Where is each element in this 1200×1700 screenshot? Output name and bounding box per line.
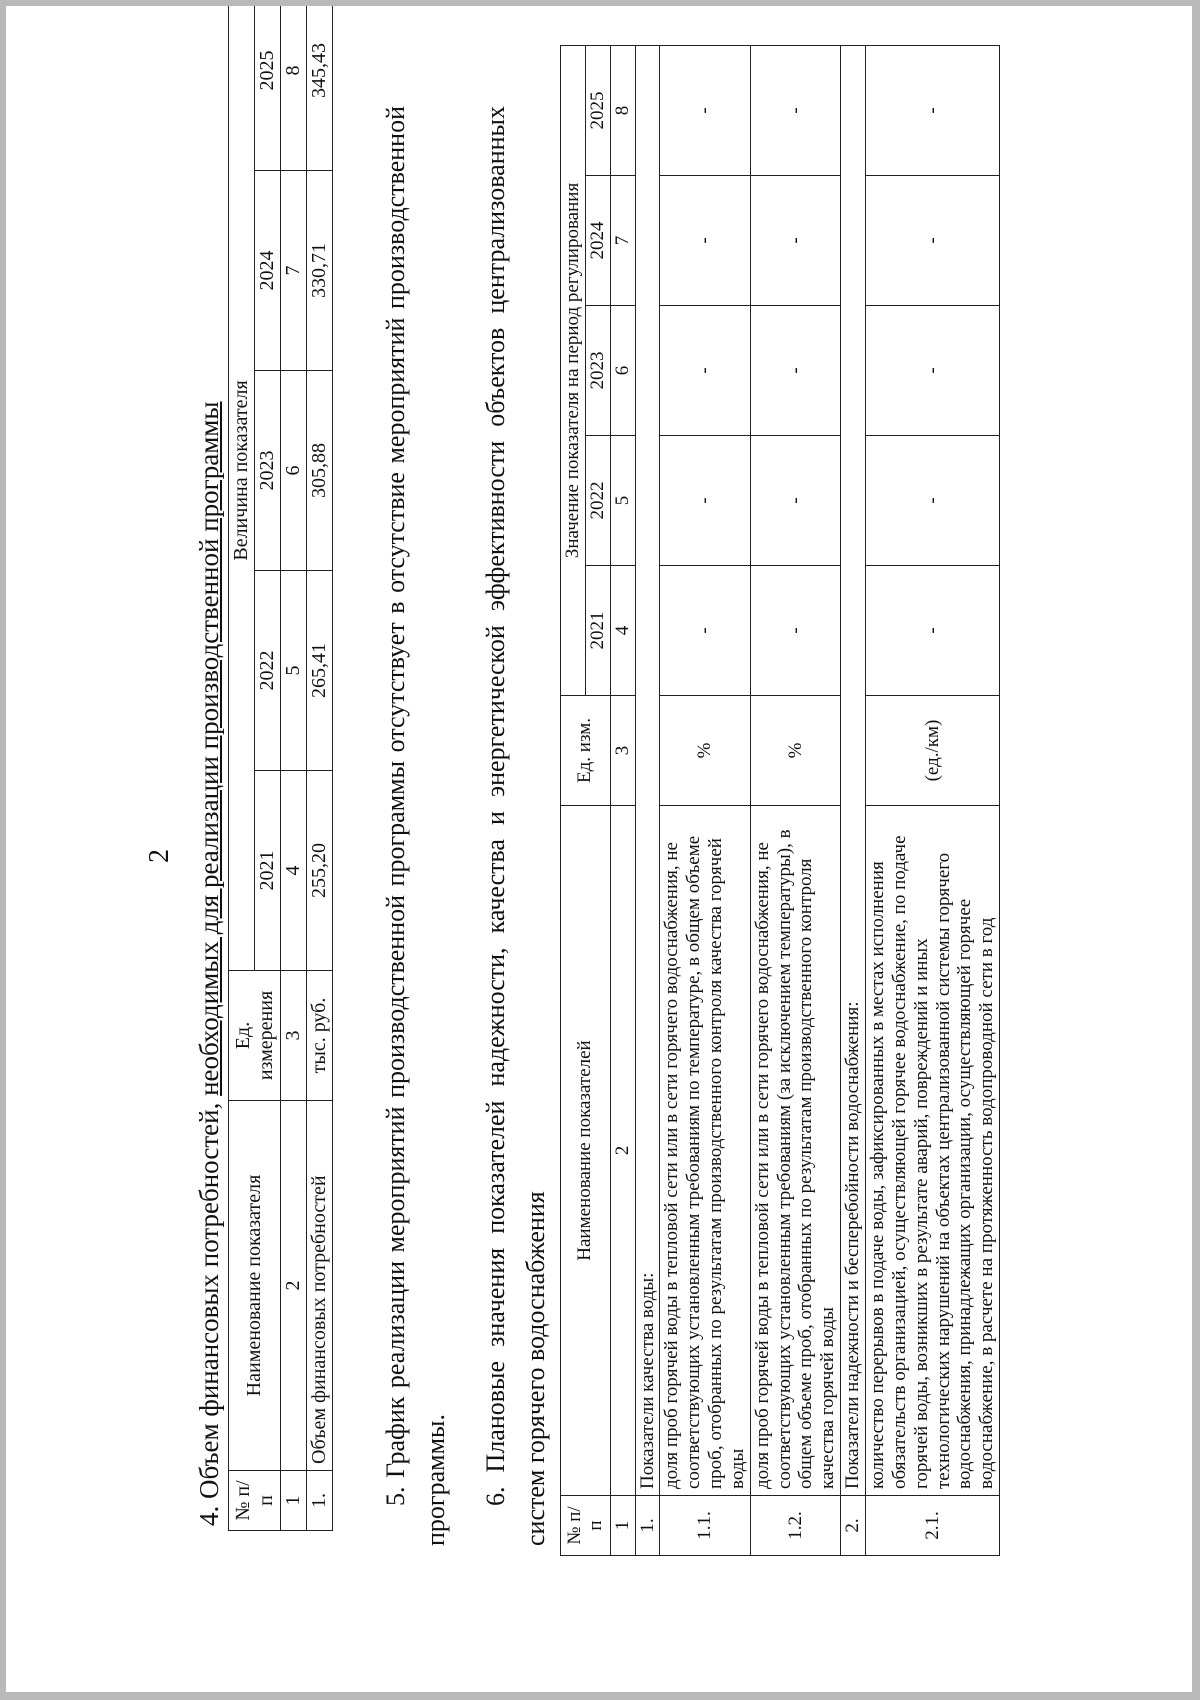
row-value: -	[750, 176, 840, 306]
index-cell: 1	[610, 1496, 635, 1556]
row-unit: тыс. руб.	[307, 971, 333, 1101]
index-cell: 3	[610, 696, 635, 806]
table-row	[865, 45, 999, 1555]
header-year: 2023	[255, 371, 281, 571]
row-value: -	[660, 176, 750, 306]
table-row	[750, 45, 840, 1555]
row-num: 2.1.	[865, 1496, 999, 1556]
row-value: -	[660, 436, 750, 566]
row-value: -	[750, 436, 840, 566]
group-num: 1.	[635, 1496, 660, 1556]
planned-indicators-table	[560, 45, 1000, 1556]
index-cell: 3	[281, 971, 307, 1101]
header-year: 2021	[585, 566, 610, 696]
header-num: № п/п	[561, 1496, 611, 1556]
section4-title-underlined: необходимых для реализации производственной программы	[194, 401, 224, 1096]
row-value: 265,41	[307, 571, 333, 771]
row-num: 1.	[307, 1471, 333, 1531]
row-value: -	[865, 566, 999, 696]
row-unit: %	[660, 696, 750, 806]
document-page	[6, 6, 1192, 1692]
index-cell: 7	[610, 176, 635, 306]
index-cell: 6	[281, 371, 307, 571]
index-cell: 8	[610, 45, 635, 175]
row-value: -	[865, 436, 999, 566]
row-value: -	[750, 566, 840, 696]
row-value: 345,43	[307, 6, 333, 171]
section4-title-prefix: 4. Объем финансовых потребностей,	[194, 1095, 224, 1526]
row-value: -	[865, 45, 999, 175]
row-value: 330,71	[307, 171, 333, 371]
header-name: Наименование показателя	[229, 1101, 281, 1471]
row-value: 305,88	[307, 371, 333, 571]
index-cell: 8	[281, 6, 307, 171]
row-name: доля проб горячей воды в тепловой сети или в сети горячего водоснабжения, не соответствующих установленным требованиям (за исключением температуры), в общем объеме проб, отобранных по результатам производственного контроля качества горячей воды	[750, 806, 840, 1496]
row-value: 255,20	[307, 771, 333, 971]
row-value: -	[660, 306, 750, 436]
row-unit: (ед./км)	[865, 696, 999, 806]
row-name: Объем финансовых потребностей	[307, 1101, 333, 1471]
section5-paragraph	[376, 106, 457, 1546]
header-value-group: Величина показателя	[229, 6, 255, 971]
index-cell: 7	[281, 171, 307, 371]
header-year: 2024	[585, 176, 610, 306]
index-cell: 4	[610, 566, 635, 696]
row-value: -	[750, 45, 840, 175]
rotated-page-content	[26, 16, 1126, 1606]
index-cell: 1	[281, 1471, 307, 1531]
header-year: 2025	[585, 45, 610, 175]
group-row	[841, 45, 866, 1555]
section6-paragraph	[476, 106, 557, 1546]
row-num: 1.1.	[660, 1496, 750, 1556]
row-num: 1.2.	[750, 1496, 840, 1556]
index-cell: 5	[281, 571, 307, 771]
header-year: 2025	[255, 6, 281, 171]
index-cell: 5	[610, 436, 635, 566]
group-num: 2.	[841, 1496, 866, 1556]
header-unit: Ед. изм.	[561, 696, 611, 806]
row-value: -	[865, 176, 999, 306]
row-name: количество перерывов в подаче воды, зафиксированных в местах исполнения обязательств организацией, осуществляющей горячее водоснабжение, по подаче горячей воды, возникших в результате аварий, повреждений и иных технологических нарушений на объектах централизованной системы горячего водоснабжения, принадлежащих организации, осуществляющей горячее водоснабжение, в расчете на протяженность водопроводной сети в год	[865, 806, 999, 1496]
index-cell: 6	[610, 306, 635, 436]
index-cell: 2	[610, 806, 635, 1496]
row-name: доля проб горячей воды в тепловой сети или в сети горячего водоснабжения, не соответствующих установленным требованиям по температуре, в общем объеме проб, отобранных по результатам производственного контроля качества горячей воды	[660, 806, 750, 1496]
table-row	[660, 45, 750, 1555]
row-unit: %	[750, 696, 840, 806]
page-number: 2	[144, 849, 175, 863]
index-row	[610, 45, 635, 1555]
header-year: 2024	[255, 171, 281, 371]
row-value: -	[660, 566, 750, 696]
header-year: 2023	[585, 306, 610, 436]
group-name: Показатели качества воды:	[635, 45, 660, 1495]
index-cell: 4	[281, 771, 307, 971]
group-row	[635, 45, 660, 1555]
header-num: № п/п	[229, 1471, 281, 1531]
financial-needs-table	[228, 6, 333, 1531]
section4-title	[194, 401, 225, 1526]
header-unit: Ед. измерения	[229, 971, 281, 1101]
index-row	[281, 6, 307, 1531]
row-value: -	[865, 306, 999, 436]
header-year: 2022	[585, 436, 610, 566]
row-value: -	[660, 45, 750, 175]
row-value: -	[750, 306, 840, 436]
section5-text: 5. График реализации мероприятий производственной программы отсутствует в отсутствие мероприятий производственной программы.	[381, 106, 451, 1546]
header-name: Наименование показателей	[561, 806, 611, 1496]
group-name: Показатели надежности и бесперебойности водоснабжения:	[841, 45, 866, 1495]
header-year: 2021	[255, 771, 281, 971]
table-row	[307, 6, 333, 1531]
header-value-group: Значение показателя на период регулирования	[561, 45, 586, 695]
section6-text: 6. Плановые значения показателей надежности, качества и энергетической эффективности объектов централизованных систем горячего водоснабжения	[481, 106, 551, 1546]
index-cell: 2	[281, 1101, 307, 1471]
header-year: 2022	[255, 571, 281, 771]
